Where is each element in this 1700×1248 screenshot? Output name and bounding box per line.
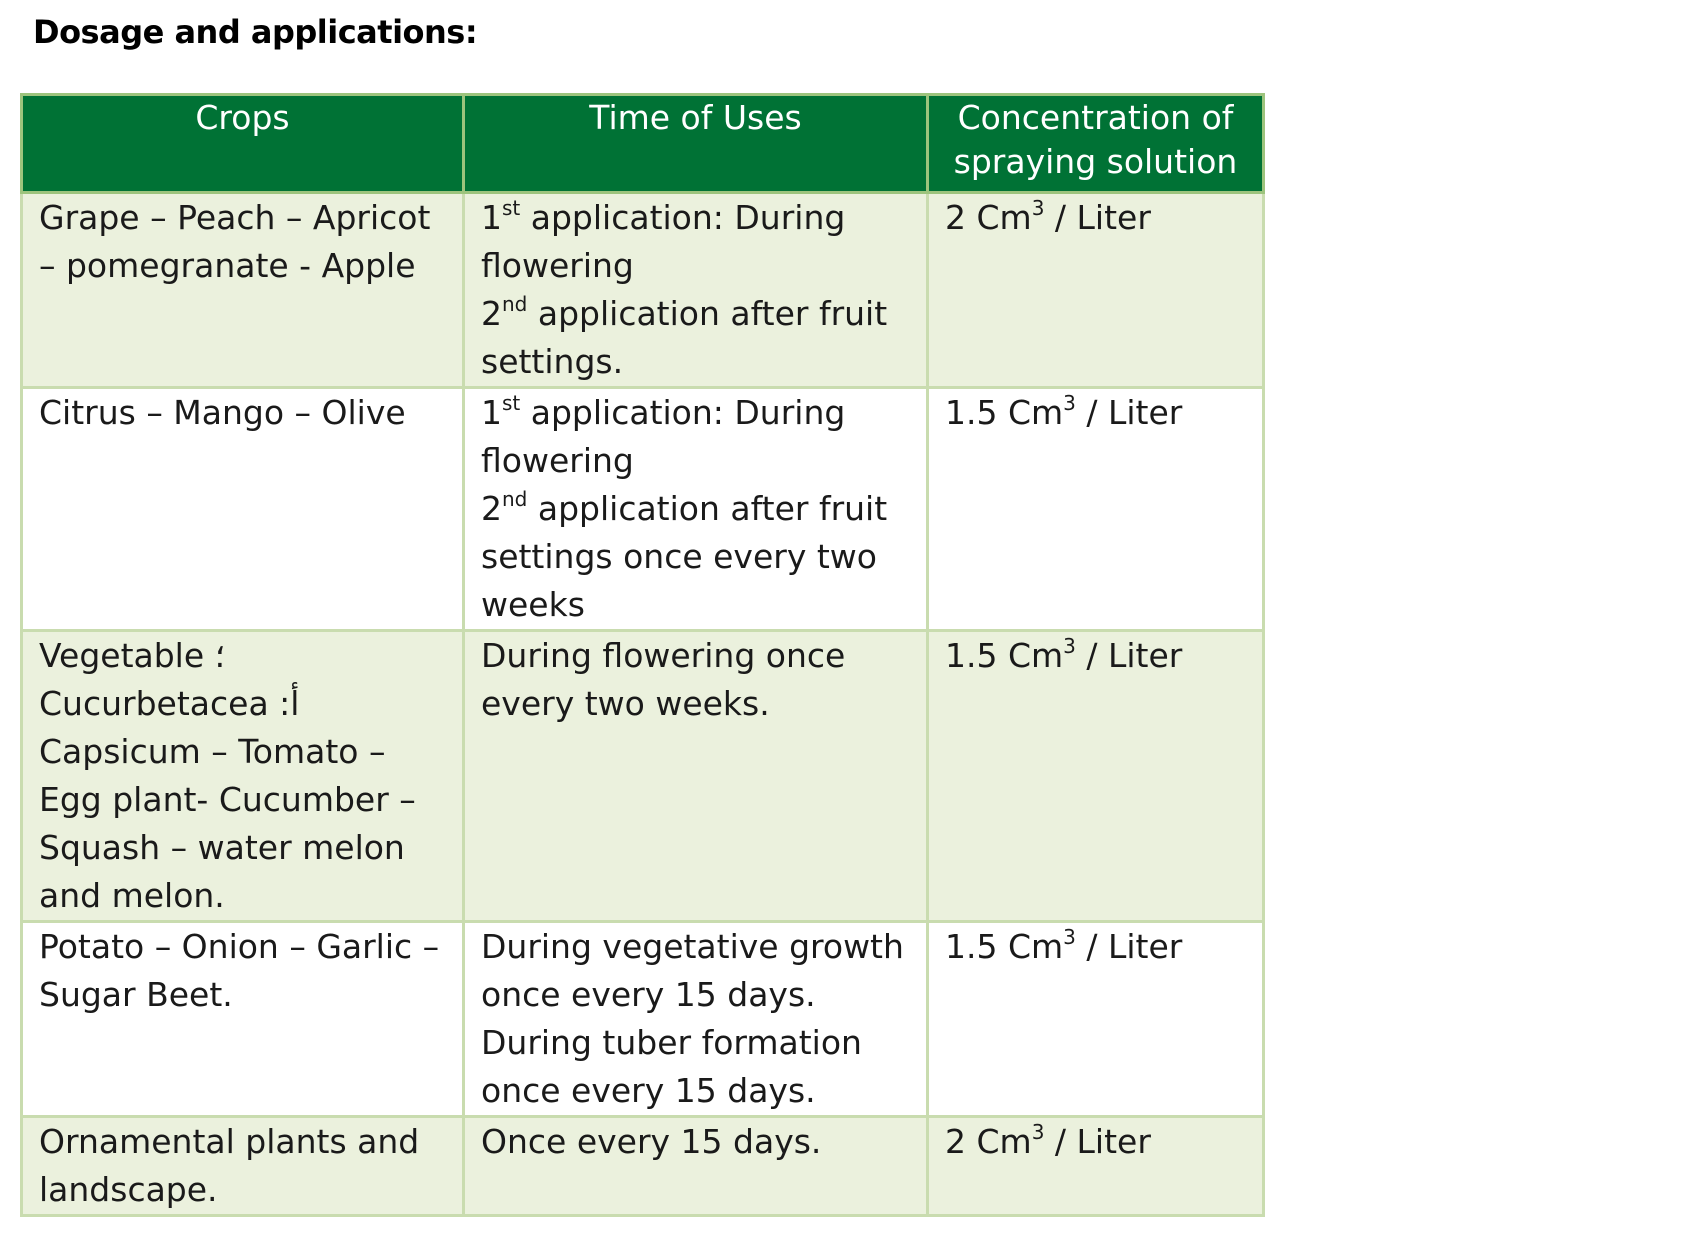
header-concentration: Concentration of spraying solution [928,95,1264,193]
concentration-unit: / Liter [1044,198,1151,237]
concentration-unit: / Liter [1075,393,1183,432]
table-row [22,1117,1264,1216]
time-line [481,389,912,485]
page-heading: Dosage and applications: [33,13,478,51]
concentration-unit: / Liter [1075,636,1183,675]
time-line [481,290,912,386]
cell-time-of-uses [464,631,928,922]
table-header-row [22,95,1264,193]
ordinal-number: 2 [481,294,502,333]
time-text: application after fruit settings. [481,294,898,381]
time-text: During flowering once every two weeks. [481,636,856,723]
cell-time-of-uses [464,922,928,1117]
ordinal-suffix: nd [502,292,528,316]
table-row [22,631,1264,922]
table-row [22,193,1264,388]
time-line [481,1019,912,1115]
unit-exponent: 3 [1063,634,1076,658]
dosage-table [20,93,1265,1217]
table-body [22,193,1264,1216]
cell-time-of-uses [464,193,928,388]
cell-concentration [928,193,1264,388]
time-text: application: During flowering [481,198,856,285]
time-line [481,923,915,1019]
ordinal-suffix: st [502,196,521,220]
time-text: Once every 15 days. [481,1122,822,1161]
ordinal-suffix: nd [502,487,528,511]
cell-time-of-uses [464,388,928,631]
time-text: During vegetative growth once every 15 days. [481,927,915,1014]
cell-crops: Grape – Peach – Apricot – pomegranate - Apple [22,193,464,388]
cell-concentration [928,388,1264,631]
header-time-of-uses: Time of Uses [464,95,928,193]
ordinal-number: 1 [481,393,502,432]
concentration-unit: / Liter [1044,1122,1151,1161]
cell-crops: Vegetable ؛ Cucurbetacea :أ Capsicum – Tomato – Egg plant- Cucumber – Squash – water melon and melon. [22,631,464,922]
time-text: application: During flowering [481,393,856,480]
time-line [481,485,912,629]
table-row [22,388,1264,631]
cell-crops: Citrus – Mango – Olive [22,388,464,631]
header-crops: Crops [22,95,464,193]
time-line [481,1118,912,1166]
time-line [481,632,912,728]
unit-exponent: 3 [1063,391,1076,415]
time-text: application after fruit settings once every two weeks [481,489,898,624]
concentration-unit: / Liter [1075,927,1183,966]
unit-exponent: 3 [1031,196,1045,220]
cell-concentration [928,1117,1264,1216]
cell-crops: Potato – Onion – Garlic – Sugar Beet. [22,922,464,1117]
cell-time-of-uses [464,1117,928,1216]
cell-concentration [928,631,1264,922]
concentration-value: 2 Cm [945,198,1032,237]
unit-exponent: 3 [1063,925,1076,949]
time-text: During tuber formation once every 15 days. [481,1023,873,1110]
concentration-value: 1.5 Cm [945,927,1064,966]
concentration-value: 1.5 Cm [945,393,1064,432]
concentration-value: 1.5 Cm [945,636,1064,675]
cell-crops: Ornamental plants and landscape. [22,1117,464,1216]
ordinal-number: 2 [481,489,502,528]
cell-concentration [928,922,1264,1117]
unit-exponent: 3 [1031,1120,1045,1144]
table-row [22,922,1264,1117]
concentration-value: 2 Cm [945,1122,1032,1161]
ordinal-number: 1 [481,198,502,237]
ordinal-suffix: st [502,391,521,415]
time-line [481,194,912,290]
